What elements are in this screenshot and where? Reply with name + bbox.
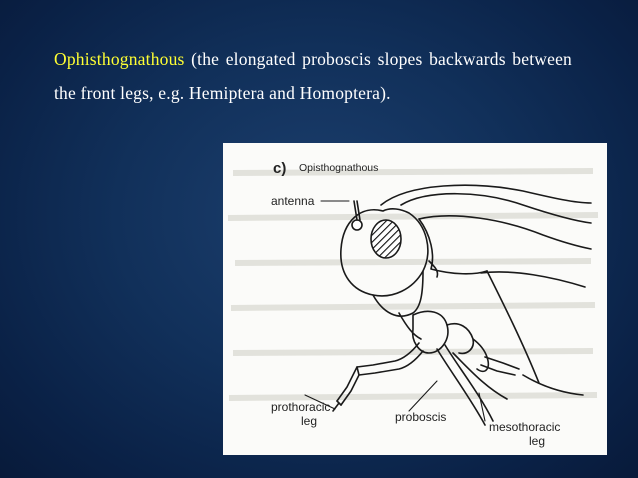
highlighted-term: Ophisthognathous (54, 49, 185, 69)
term-description: (the elongated proboscis slopes backwards between the front legs, e.g. Hemiptera and Homoptera). (54, 49, 572, 103)
prothoracic-tarsus (333, 401, 341, 411)
thorax-segment-1 (381, 185, 591, 205)
panel-title: Opisthognathous (299, 162, 379, 174)
proboscis-label: proboscis (395, 410, 447, 424)
prothoracic-label-line1: prothoracic (271, 400, 331, 414)
abdomen-edge-2 (523, 375, 583, 395)
mesothoracic-label-line1: mesothoracic (489, 420, 561, 434)
compound-eye (371, 220, 401, 258)
mesothoracic-tarsus (481, 357, 519, 375)
thorax-segment-4 (481, 272, 585, 287)
insect-head-diagram (223, 143, 607, 455)
prothoracic-femur (357, 343, 423, 375)
coxa (413, 311, 448, 353)
slide-body-text (54, 42, 572, 110)
thorax-outline (419, 219, 487, 274)
mesothoracic-label-line2: leg (529, 434, 546, 448)
abdomen-edge (453, 353, 507, 399)
prothoracic-label-line2: leg (301, 414, 318, 428)
antenna-label: antenna (271, 194, 315, 208)
thorax-segment-3 (419, 216, 591, 249)
opisthognathous-illustration (223, 143, 607, 455)
antenna-socket (352, 220, 362, 230)
panel-letter: c) (273, 160, 287, 177)
